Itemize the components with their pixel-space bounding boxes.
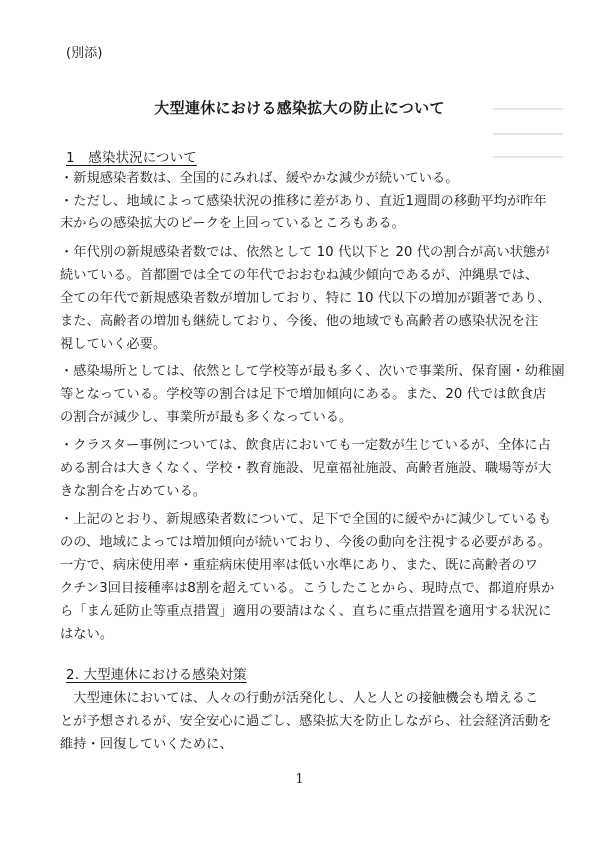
section1-line: ら「まん延防止等重点措置」適用の要請はなく、直ちに重点措置を適用する状況に: [60, 604, 552, 619]
scan-artifact: [493, 108, 563, 110]
attachment-label: (別添): [66, 46, 103, 61]
document-title: 大型連休における感染拡大の防止について: [154, 99, 445, 117]
section1-line: クチン3回目接種率は8割を超えている。こうしたことから、現時点で、都道府県か: [60, 581, 555, 596]
section2-line: 大型連休においては、人々の行動が活発化し、人と人との接触機会も増えるこ: [60, 691, 539, 706]
page-number: 1: [295, 772, 304, 787]
section1-line: ・感染場所としては、依然として学校等が最も多く、次いで事業所、保育園・幼稚園: [60, 364, 565, 379]
section2-line: とが予想されるが、安全安心に過ごし、感染拡大を防止しながら、社会経済活動を: [60, 714, 552, 729]
section2-heading: 2. 大型連休における感染対策: [66, 667, 247, 683]
section1-line: また、高齢者の増加も継続しており、今後、他の地域でも高齢者の感染状況を注: [60, 314, 539, 329]
section1-line: きな割合を占めている。: [60, 484, 207, 499]
section1-line: める割合は大きくなく、学校・教育施設、児童福祉施設、高齢者施設、職場等が大: [60, 461, 552, 476]
section1-line: はない。: [60, 627, 114, 642]
section1-line: ・ただし、地域によって感染状況の推移に差があり、直近1週間の移動平均が昨年: [60, 194, 547, 209]
section1-line: 全ての年代で新規感染者数が増加しており、特に 10 代以下の増加が顕著であり、: [60, 291, 551, 306]
section1-line: ・新規感染者数は、全国的にみれば、緩やかな減少が続いている。: [60, 171, 459, 186]
section1-line: 等となっている。学校等の割合は足下で増加傾向にある。また、20 代では飲食店: [60, 387, 547, 402]
section1-line: 末からの感染拡大のピークを上回っているところもある。: [60, 216, 405, 231]
scan-artifact: [493, 133, 563, 135]
section1-line: 続いている。首都圏では全ての年代でおおむね減少傾向であるが、沖縄県では、: [60, 268, 539, 283]
section1-line: 一方で、病床使用率・重症病床使用率は低い水準にあり、また、既に高齢者のワ: [60, 558, 539, 573]
section1-line: ・年代別の新規感染者数では、依然として 10 代以下と 20 代の割合が高い状態が: [60, 245, 550, 260]
section1-line: ・クラスター事例については、飲食店においても一定数が生じているが、全体に占: [60, 438, 551, 453]
section1-line: のの、地域によっては増加傾向が続いており、今後の動向を注視する必要がある。: [60, 535, 552, 550]
scan-artifact: [493, 156, 563, 158]
section1-line: 視していく必要。: [60, 337, 167, 352]
section1-line: ・上記のとおり、新規感染者数について、足下で全国的に緩やかに減少しているも: [60, 512, 552, 527]
section1-line: の割合が減少し、事業所が最も多くなっている。: [60, 410, 353, 425]
section1-heading: 1 感染状況について: [66, 150, 197, 166]
section2-line: 維持・回復していくために、: [60, 737, 233, 752]
